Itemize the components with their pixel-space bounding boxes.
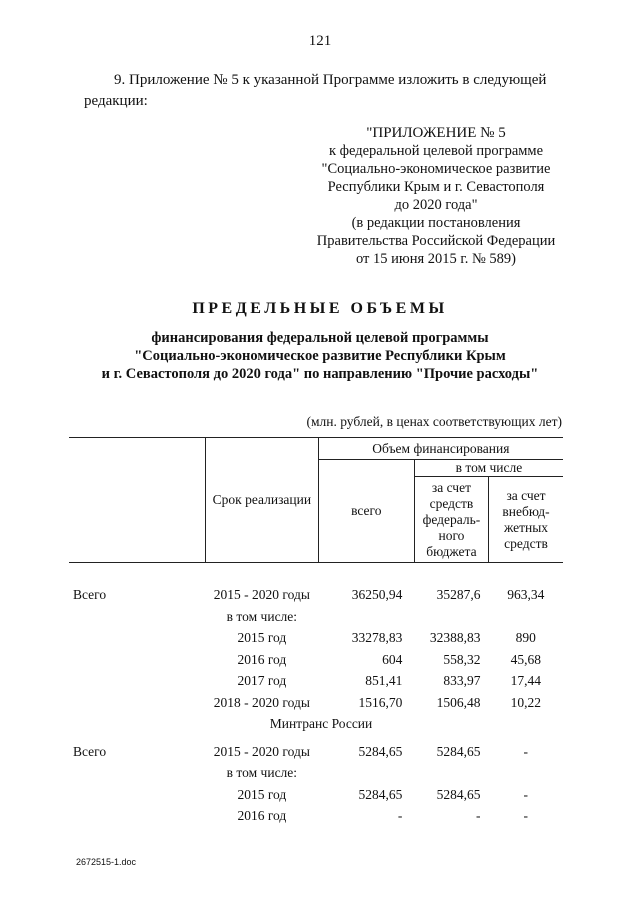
row-total [318,606,414,628]
table-row [69,741,563,763]
row-federal [414,763,488,785]
subtitle-line: финансирования федеральной целевой программы [151,330,489,346]
row-extrabudget: 17,44 [510,673,541,689]
row-period: 2016 год [237,808,287,824]
appendix-line: Правительства Российской Федерации [316,233,556,249]
table-row [69,692,563,714]
subtitle-line: и г. Севастополя до 2020 года" по направлению "Прочие расходы" [101,366,539,382]
row-period: 2018 - 2020 годы [213,694,310,710]
page-number: 121 [308,33,332,49]
financing-table [69,437,563,827]
row-total: 36250,94 [351,587,403,603]
row-federal: 32388,83 [429,630,481,646]
table-row [69,806,563,828]
header-extrabudget-line: за счет [506,487,546,503]
appendix-line: "ПРИЛОЖЕНИЕ № 5 [366,125,506,141]
row-label [69,606,206,628]
row-federal [414,606,488,628]
row-extrabudget: - [523,808,529,824]
table-row [69,784,563,806]
row-period: 2015 - 2020 годы [213,743,310,759]
row-period: 2016 год [237,651,287,667]
row-federal: 5284,65 [436,786,481,802]
header-federal-line: бюджета [426,543,477,559]
row-extrabudget [489,763,563,785]
header-period: Срок реализации [206,438,319,563]
table-row [69,649,563,671]
appendix-header [296,124,576,268]
header-extrabudget-line: жетных [503,519,549,535]
table-row [69,585,563,607]
row-extrabudget: 963,34 [507,587,545,603]
row-extrabudget: - [523,743,529,759]
row-period: в том числе: [226,765,298,781]
header-volume: Объем финансирования [318,438,563,460]
section-title: Минтранс России [269,716,373,732]
row-extrabudget: 10,22 [510,694,541,710]
appendix-line: к федеральной целевой программе [328,143,544,159]
row-label: Всего [73,743,107,759]
appendix-line: Республики Крым и г. Севастополя [327,179,545,195]
document-subtitle [0,329,640,383]
header-federal [414,477,488,563]
row-period: в том числе: [226,608,298,624]
intro-paragraph [84,70,564,112]
row-extrabudget: - [523,786,529,802]
table-row [69,671,563,693]
header-federal-line: за счет [431,479,471,495]
appendix-line: "Социально-экономическое развитие [321,161,551,177]
row-label [69,692,206,714]
table-row [69,606,563,628]
document-title: ПРЕДЕЛЬНЫЕ ОБЪЕМЫ [192,300,448,317]
row-federal: 35287,6 [436,587,481,603]
row-label [69,806,206,828]
table-row [69,628,563,650]
intro-line-1: 9. Приложение № 5 к указанной Программе изложить в следующей [114,72,547,88]
row-total: 1516,70 [358,694,403,710]
row-label [69,763,206,785]
row-label [69,649,206,671]
row-federal: 1506,48 [436,694,481,710]
row-period: 2015 год [237,630,287,646]
header-including: в том числе [414,460,563,477]
row-period: 2015 - 2020 годы [213,587,310,603]
units-note: (млн. рублей, в ценах соответствующих лет) [306,414,562,429]
row-total: 5284,65 [358,743,403,759]
row-label: Всего [73,587,107,603]
appendix-line: (в редакции постановления [351,215,521,231]
header-federal-line: средств [429,495,474,511]
header-extrabudget-line: средств [504,535,548,551]
row-period: 2017 год [237,673,287,689]
header-total: всего [318,460,414,563]
header-federal-line: федераль- [422,511,481,527]
row-federal: 5284,65 [436,743,481,759]
row-federal: 558,32 [443,651,481,667]
row-total: 604 [382,651,403,667]
row-total: 851,41 [365,673,403,689]
row-extrabudget [489,606,563,628]
row-label [69,784,206,806]
row-federal: 833,97 [443,673,481,689]
header-extrabudget [489,477,563,563]
row-extrabudget: 890 [515,630,536,646]
intro-line-2: редакции: [84,93,148,109]
header-federal-line: ного [438,527,465,543]
row-label [69,628,206,650]
row-total [318,763,414,785]
row-federal: - [476,808,481,824]
row-total: - [397,808,403,824]
row-total: 5284,65 [358,786,403,802]
row-total: 33278,83 [351,630,403,646]
appendix-line: до 2020 года" [394,197,478,213]
appendix-line: от 15 июня 2015 г. № 589) [355,251,517,267]
row-extrabudget: 45,68 [510,651,541,667]
section-row [69,714,563,736]
document-id: 2672515-1.doc [76,857,137,867]
table-row [69,763,563,785]
header-blank [69,438,206,563]
subtitle-line: "Социально-экономическое развитие Республики Крым [134,348,506,364]
header-extrabudget-line: внебюд- [502,503,550,519]
row-label [69,671,206,693]
row-period: 2015 год [237,786,287,802]
